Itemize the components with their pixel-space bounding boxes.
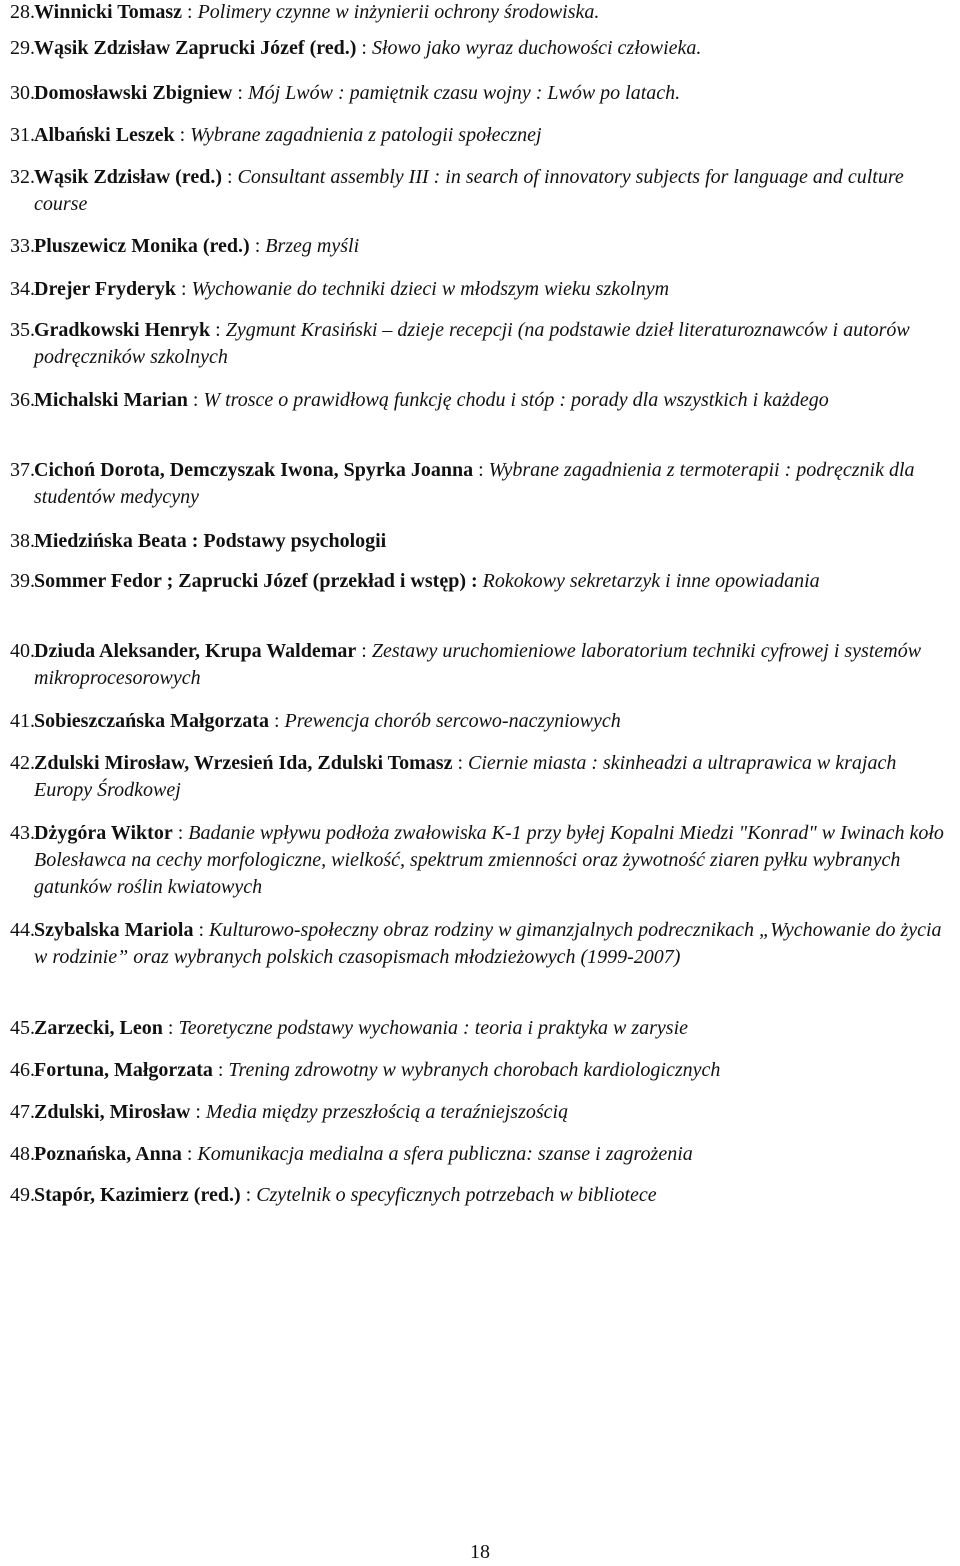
entry-author: Sobieszczańska Małgorzata [34,710,269,732]
bibliography-entry [10,568,950,595]
entry-separator: : [473,459,489,481]
entry-number: 46. [10,1059,35,1081]
entry-author: Winnicki Tomasz [34,1,183,23]
entry-title: Komunikacja medialna a sfera publiczna: szanse i zagrożenia [197,1143,693,1165]
entry-separator: : [162,1017,179,1039]
entry-title: Słowo jako wyraz duchowości człowieka. [371,37,702,59]
entry-title: Wybrane zagadnienia z patologii społecznej [190,124,542,146]
entry-author: Poznańska, Anna [34,1143,182,1165]
entry-number: 29. [10,37,35,59]
entry-author: Miedzińska Beata : Podstawy psychologii [34,530,387,552]
entry-separator: : [190,1101,206,1123]
entry-author: Szybalska Mariola [34,919,194,941]
entry-separator: : [172,822,189,844]
entry-number: 43. [10,822,35,844]
entry-title: Zygmunt Krasiński – dzieje recepcji (na podstawie dzieł literaturoznawców i autorów podręczników szkolnych [34,319,910,368]
entry-number: 28. [10,1,35,23]
bibliography-entry [10,528,950,555]
bibliography-entry [10,708,950,735]
entry-number: 39. [10,570,35,592]
entry-title: Zestawy uruchomieniowe laboratorium techniki cyfrowej i systemów mikroprocesorowych [34,640,922,689]
entry-separator: : [187,389,204,411]
entry-title: Wychowanie do techniki dzieci w młodszym wieku szkolnym [191,278,670,300]
bibliography-entry [10,1141,950,1168]
entry-number: 37. [10,459,35,481]
entry-title: Prewencja chorób sercowo-naczyniowych [284,710,621,732]
bibliography-entry [10,457,950,511]
entry-author: Gradkowski Henryk [34,319,211,341]
bibliography-entry [10,35,950,62]
bibliography-entry [10,638,950,692]
entry-separator: : [181,1143,198,1165]
entry-number: 45. [10,1017,35,1039]
entry-author: Zdulski Mirosław, Wrzesień Ida, Zdulski Tomasz [34,752,453,774]
entry-title: Wybrane zagadnienia z termoterapii : podręcznik dla studentów medycyny [34,459,915,508]
entry-number: 31. [10,124,35,146]
entry-separator: : [193,919,210,941]
entry-separator: : [268,710,285,732]
entry-separator: : [232,82,248,104]
entry-author: Pluszewicz Monika (red.) [34,235,250,257]
bibliography-entry [10,1057,950,1084]
entry-title: Consultant assembly III : in search of innovatory subjects for language and culture course [34,166,904,215]
entry-author: Sommer Fedor ; Zaprucki Józef (przekład i wstęp) : [34,570,478,592]
entry-number: 49. [10,1184,35,1206]
entry-number: 47. [10,1101,35,1123]
entry-author: Albański Leszek [34,124,175,146]
bibliography-entry [10,750,950,804]
entry-author: Drejer Fryderyk [34,278,176,300]
entry-author: Domosławski Zbigniew [34,82,233,104]
entry-separator: : [356,640,372,662]
entry-title: Ciernie miasta : skinheadzi a ultraprawica w krajach Europy Środkowej [34,752,897,801]
bibliography-entry [10,233,950,260]
bibliography-entry [10,820,950,901]
entry-author: Dżygóra Wiktor [34,822,173,844]
entry-separator: : [210,319,226,341]
bibliography-entry [10,1182,950,1209]
entry-number: 48. [10,1143,35,1165]
page-number: 18 [470,1541,490,1563]
entry-title: Mój Lwów : pamiętnik czasu wojny : Lwów po latach. [247,82,681,104]
bibliography-entry [10,80,950,107]
bibliography-entry [10,1015,950,1042]
entry-number: 33. [10,235,35,257]
entry-title: Brzeg myśli [265,235,360,257]
entry-separator: : [249,235,266,257]
entry-number: 38. [10,530,35,552]
bibliography-entry [10,276,950,303]
entry-title: Kulturowo-społeczny obraz rodziny w gimanzjalnych podrecznikach „Wychowanie do życia w rodzinie” oraz wybranych polskich czasopismach młodzieżowych (1999-2007) [34,919,942,968]
bibliography-entry [10,1099,950,1126]
entry-title: Media między przeszłością a teraźniejszością [205,1101,569,1123]
bibliography-entry [10,0,950,26]
entry-author: Zarzecki, Leon [34,1017,163,1039]
entry-number: 42. [10,752,35,774]
bibliography-entry [10,317,950,371]
bibliography-entry [10,164,950,218]
entry-title: Trening zdrowotny w wybranych chorobach kardiologicznych [228,1059,721,1081]
bibliography-entry [10,917,950,971]
entry-number: 44. [10,919,35,941]
entry-separator: : [212,1059,229,1081]
entry-title: Czytelnik o specyficznych potrzebach w bibliotece [256,1184,657,1206]
entry-number: 36. [10,389,35,411]
entry-author: Stapór, Kazimierz (red.) [34,1184,241,1206]
entry-author: Fortuna, Małgorzata [34,1059,213,1081]
entry-author: Michalski Marian [34,389,188,411]
entry-number: 34. [10,278,35,300]
entry-separator: : [452,752,469,774]
entry-title: Badanie wpływu podłoża zwałowiska K-1 przy byłej Kopalni Miedzi "Konrad" w Iwinach koło Bolesławca na cechy morfologiczne, wielkość, spektrum zmienności oraz żywotność ziaren pyłku wybranych gatunków roślin kwiatowych [34,822,944,898]
entry-author: Zdulski, Mirosław [34,1101,191,1123]
entry-separator: : [240,1184,257,1206]
entry-number: 32. [10,166,35,188]
entry-title: Polimery czynne w inżynierii ochrony środowiska. [197,1,600,23]
entry-number: 30. [10,82,35,104]
entry-title: Teoretyczne podstawy wychowania : teoria i praktyka w zarysie [178,1017,688,1039]
entry-title: Rokokowy sekretarzyk i inne opowiadania [482,570,820,592]
entry-separator: : [221,166,238,188]
entry-separator: : [182,1,198,23]
entry-separator: : [175,278,192,300]
entry-author: Wąsik Zdzisław (red.) [34,166,222,188]
entry-separator: : [174,124,191,146]
entry-author: Wąsik Zdzisław Zaprucki Józef (red.) [34,37,357,59]
entry-author: Cichoń Dorota, Demczyszak Iwona, Spyrka Joanna [34,459,474,481]
bibliography-entry [10,387,950,414]
bibliography-entry [10,122,950,149]
entry-number: 35. [10,319,35,341]
entry-author: Dziuda Aleksander, Krupa Waldemar [34,640,357,662]
entry-number: 40. [10,640,35,662]
entry-separator: : [356,37,372,59]
entry-title: W trosce o prawidłową funkcję chodu i stóp : porady dla wszystkich i każdego [203,389,829,411]
entry-number: 41. [10,710,35,732]
